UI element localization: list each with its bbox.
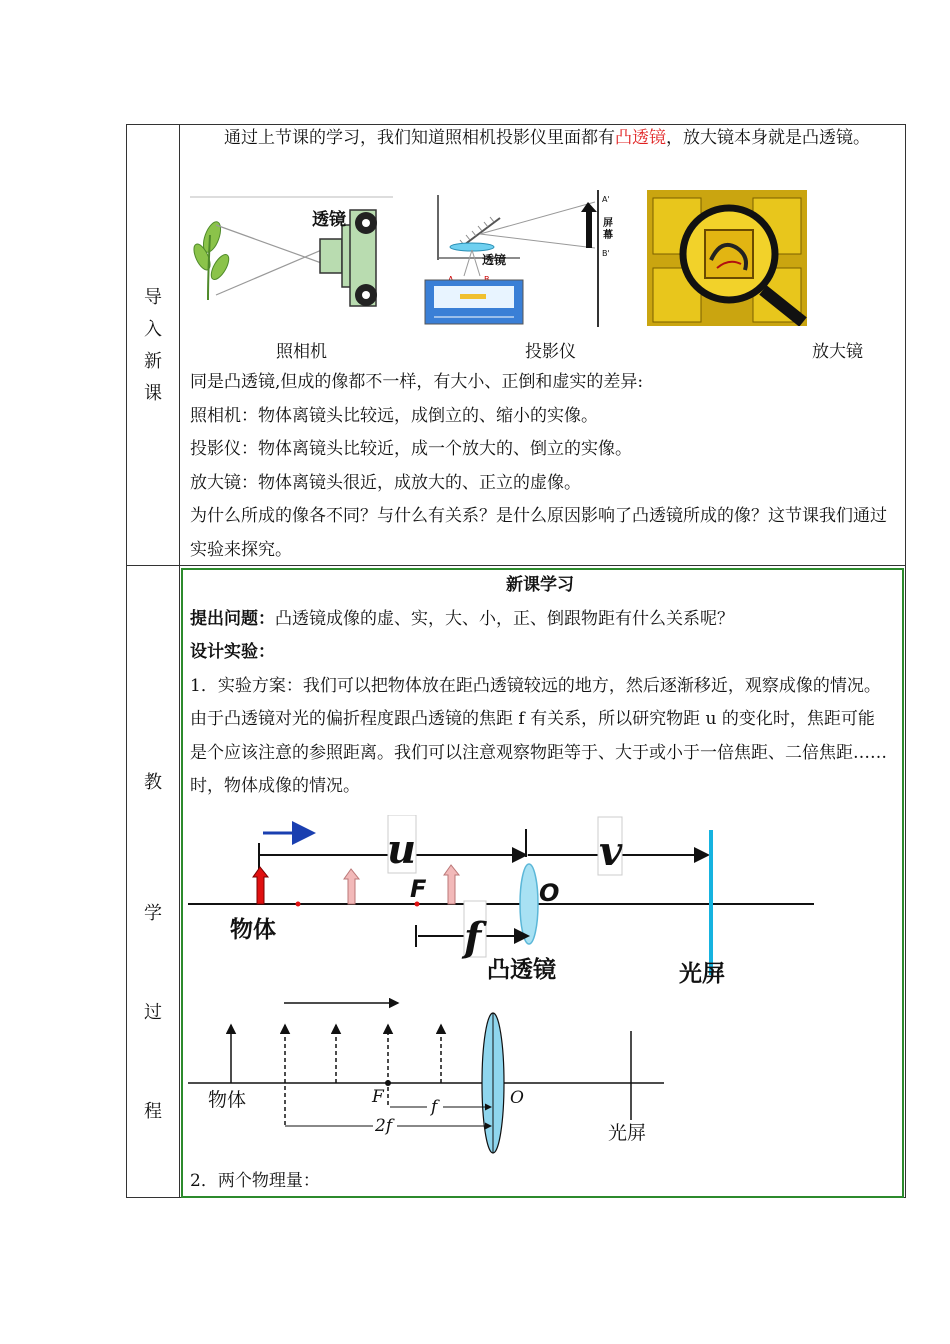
caption-camera: 照相机 xyxy=(276,342,327,362)
intro-paragraph xyxy=(190,122,890,156)
object-label-2: 物体 xyxy=(208,1089,247,1111)
camera-illustration xyxy=(190,195,395,320)
projector-top-mark: A' xyxy=(602,195,610,204)
sidebar-char: 导 xyxy=(144,287,162,308)
question-text: 凸透镜成像的虚、实，大、小，正、倒跟物距有什么关系呢？ xyxy=(275,608,734,629)
sidebar-char: 过 xyxy=(144,1002,162,1023)
caption-projector: 投影仪 xyxy=(525,342,576,362)
question-line xyxy=(190,603,890,637)
screen-label-2: 光屏 xyxy=(608,1122,647,1144)
projector-bottom-mark: B' xyxy=(602,249,610,258)
sidebar-char: 学 xyxy=(144,903,162,924)
sidebar-char: 课 xyxy=(144,383,162,404)
intro-line: 照相机：物体离镜头比较远，成倒立的、缩小的实像。 xyxy=(190,405,598,426)
design-label: 设计实验： xyxy=(190,642,275,662)
lesson-cell xyxy=(190,569,890,804)
focal-point-label: F xyxy=(410,875,427,903)
screen-label: 光屏 xyxy=(679,961,725,987)
sidebar-process-label xyxy=(127,768,179,1129)
f-label-2: f xyxy=(431,1097,438,1117)
screen-char: 屏 xyxy=(603,218,613,229)
screen-char: 幕 xyxy=(603,230,613,241)
projector-illustration xyxy=(420,190,625,327)
plan-text: 1．实验方案：我们可以把物体放在距凸透镜较远的地方，然后逐渐移近，观察成像的情况。由于凸透镜对光的偏折程度跟凸透镜的焦距 f 有关系，所以研究物距 u 的变化时，焦距可能是个应该注意的参照距离。我们可以注意观察物距等于、大于或小于一倍焦距、二倍焦距……时，物体成像的情况。 xyxy=(190,675,887,796)
highlight-convex-lens: 凸透镜 xyxy=(615,128,666,148)
f-label: f xyxy=(464,914,482,961)
magnifier-illustration xyxy=(647,190,807,326)
two-f-label: 2f xyxy=(375,1116,393,1136)
focal-point-label-2: F xyxy=(372,1087,384,1107)
intro-line: 投影仪：物体离镜头比较近，成一个放大的、倒立的实像。 xyxy=(190,439,632,459)
projector-screen-label xyxy=(603,216,613,241)
v-label: v xyxy=(599,828,623,875)
sidebar-char: 新 xyxy=(144,351,162,372)
optical-center-label: O xyxy=(539,879,560,907)
sidebar-char: 程 xyxy=(144,1101,162,1122)
item-two-line: 2．两个物理量： xyxy=(190,1171,320,1191)
camera-lens-label: 透镜 xyxy=(312,210,346,230)
lesson-heading: 新课学习 xyxy=(506,575,574,595)
intro-line: 为什么所成的像各不同？与什么有关系？是什么原因影响了凸透镜所成的像？这节课我们通过实验来探究。 xyxy=(190,506,887,560)
intro-text: 通过上节课的学习，我们知道照相机投影仪里面都有 xyxy=(224,128,615,148)
object-label: 物体 xyxy=(230,917,276,943)
lens-imaging-diagram-1 xyxy=(188,815,818,990)
caption-magnifier: 放大镜 xyxy=(812,342,863,362)
lens-imaging-diagram-2 xyxy=(188,995,668,1155)
sidebar-char: 入 xyxy=(144,319,162,340)
sidebar-intro-label xyxy=(127,283,179,411)
intro-cell xyxy=(190,124,890,156)
projector-lens-label: 透镜 xyxy=(482,253,507,267)
question-label: 提出问题： xyxy=(190,608,275,629)
optical-center-label-2: O xyxy=(510,1088,524,1108)
sidebar-char: 教 xyxy=(144,772,162,793)
column-divider xyxy=(179,124,180,1198)
intro-text: ，放大镜本身就是凸透镜。 xyxy=(666,128,870,148)
u-label: u xyxy=(387,826,417,873)
intro-line: 放大镜：物体离镜头很近，成放大的、正立的虚像。 xyxy=(190,472,581,493)
intro-lines xyxy=(190,366,890,567)
image-captions xyxy=(190,337,890,363)
intro-line: 同是凸透镜,但成的像都不一样，有大小、正倒和虚实的差异: xyxy=(190,372,644,392)
lens-label: 凸透镜 xyxy=(487,957,556,983)
